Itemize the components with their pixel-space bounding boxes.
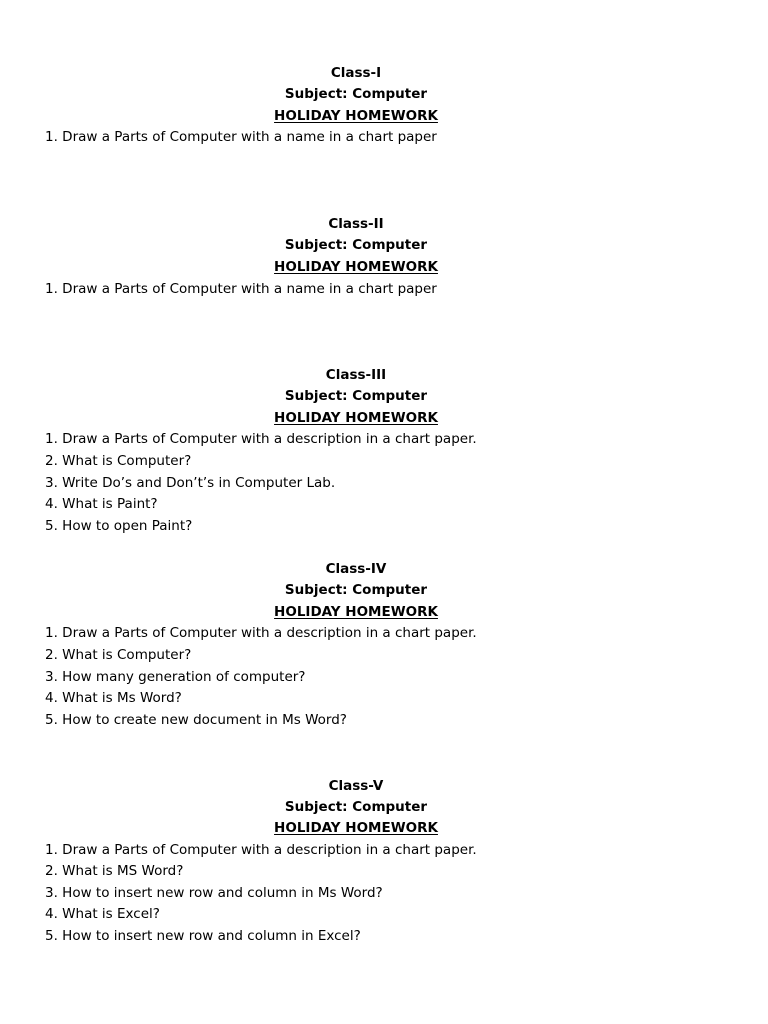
homework-item: 3. How many generation of computer? <box>45 669 306 685</box>
homework-item: 3. Write Do’s and Don’t’s in Computer Lab. <box>45 475 336 491</box>
homework-item: 2. What is MS Word? <box>45 863 184 879</box>
homework-title: HOLIDAY HOMEWORK <box>274 410 438 426</box>
homework-item: 1. Draw a Parts of Computer with a name in a chart paper <box>45 129 437 145</box>
homework-title: HOLIDAY HOMEWORK <box>274 604 438 620</box>
homework-item: 1. Draw a Parts of Computer with a description in a chart paper. <box>45 431 477 447</box>
homework-title: HOLIDAY HOMEWORK <box>274 108 438 124</box>
homework-item: 3. How to insert new row and column in Ms Word? <box>45 885 383 901</box>
homework-item: 2. What is Computer? <box>45 453 192 469</box>
homework-item: 1. Draw a Parts of Computer with a description in a chart paper. <box>45 842 477 858</box>
subject-heading: Subject: Computer <box>284 237 428 253</box>
homework-item: 1. Draw a Parts of Computer with a description in a chart paper. <box>45 625 477 641</box>
homework-title: HOLIDAY HOMEWORK <box>274 820 438 836</box>
subject-heading: Subject: Computer <box>284 86 428 102</box>
class-heading: Class-II <box>328 216 384 232</box>
homework-item: 1. Draw a Parts of Computer with a name in a chart paper <box>45 281 437 297</box>
homework-item: 5. How to insert new row and column in Excel? <box>45 928 361 944</box>
class-heading: Class-III <box>325 367 387 383</box>
homework-item: 2. What is Computer? <box>45 647 192 663</box>
subject-heading: Subject: Computer <box>284 582 428 598</box>
subject-heading: Subject: Computer <box>284 388 428 404</box>
class-heading: Class-V <box>328 778 384 794</box>
homework-item: 4. What is Ms Word? <box>45 690 182 706</box>
class-heading: Class-I <box>330 65 382 81</box>
subject-heading: Subject: Computer <box>284 799 428 815</box>
homework-item: 5. How to open Paint? <box>45 518 193 534</box>
class-heading: Class-IV <box>325 561 387 577</box>
homework-item: 4. What is Excel? <box>45 906 160 922</box>
homework-item: 5. How to create new document in Ms Word? <box>45 712 347 728</box>
homework-item: 4. What is Paint? <box>45 496 158 512</box>
homework-title: HOLIDAY HOMEWORK <box>274 259 438 275</box>
